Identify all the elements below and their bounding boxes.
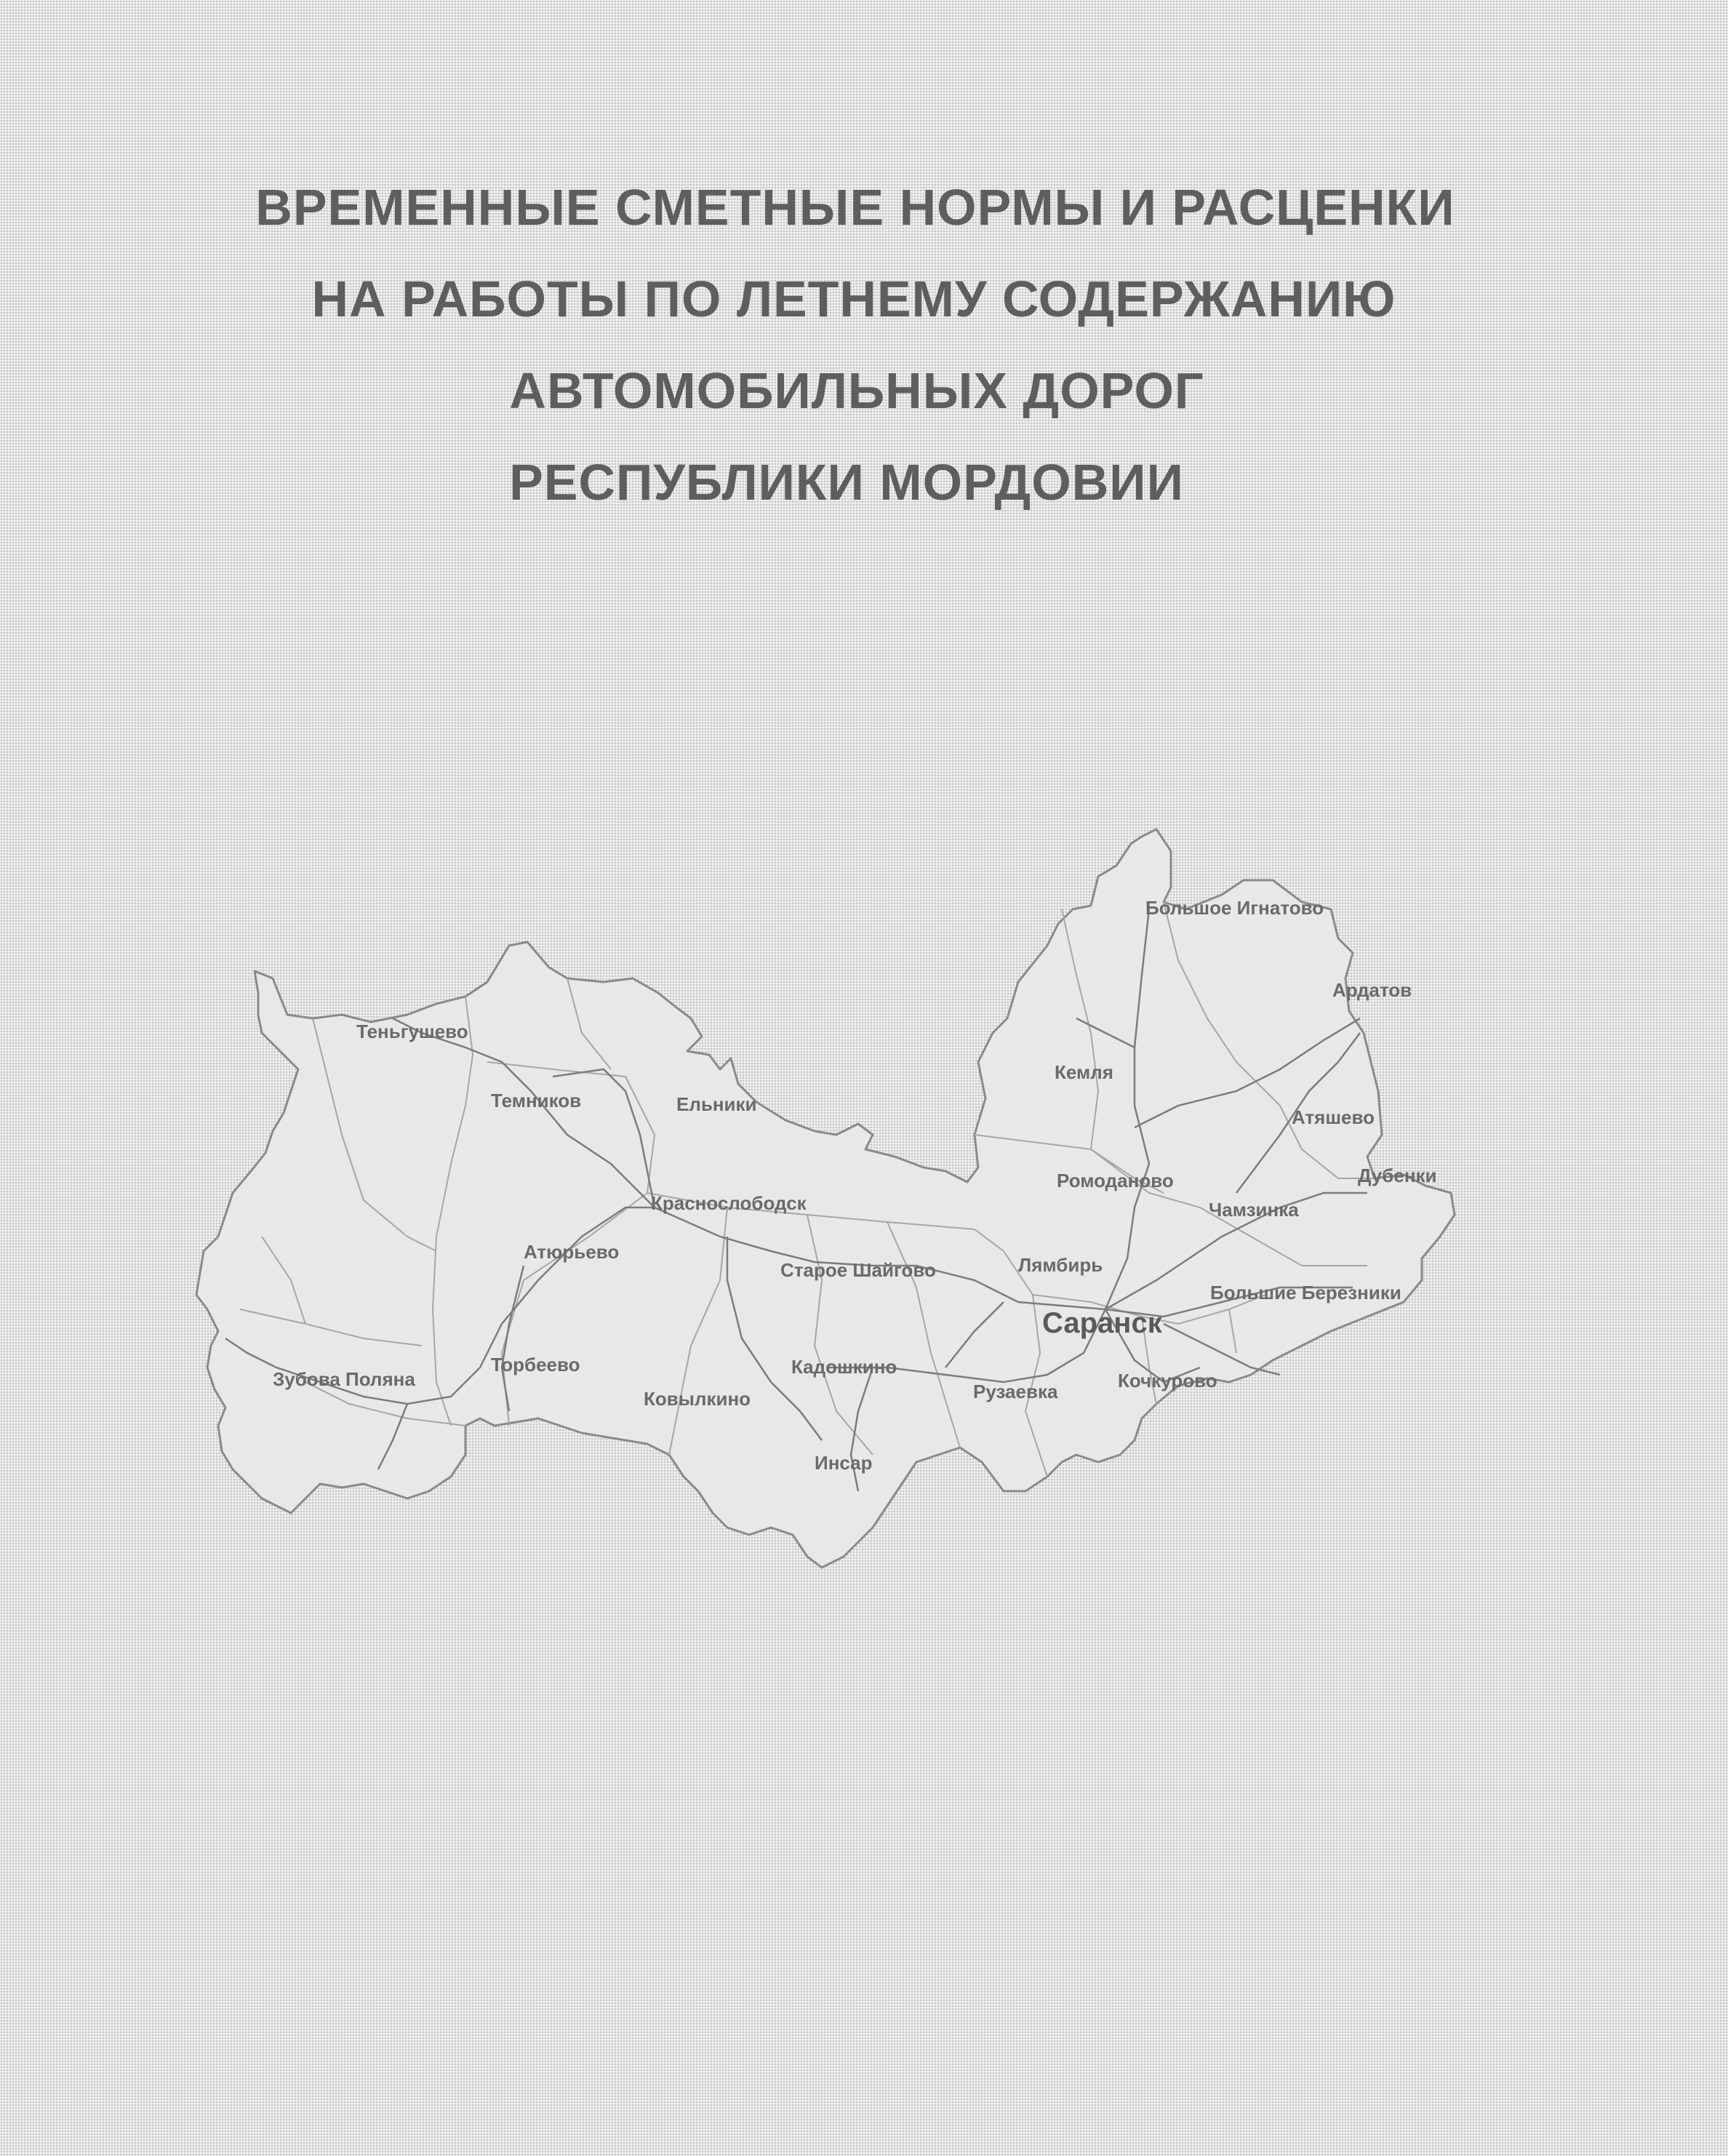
town-label-bolshoe-ignatovo: Большое Игнатово (1145, 897, 1324, 919)
town-label-staroe-shaygovo: Старое Шайгово (780, 1259, 936, 1281)
town-label-zubova-polyana: Зубова Поляна (273, 1368, 415, 1390)
town-label-ruzaevka: Рузаевка (973, 1381, 1058, 1402)
town-label-elniki: Ельники (676, 1093, 757, 1115)
town-label-dubenki: Дубенки (1358, 1165, 1437, 1186)
town-label-kemlya: Кемля (1055, 1061, 1113, 1083)
town-label-kadoshkino: Кадошкино (791, 1356, 897, 1378)
title-line-2: НА РАБОТЫ ПО ЛЕТНЕМУ СОДЕРЖАНИЮ (311, 271, 1396, 327)
town-label-kochkurovo: Кочкурово (1118, 1370, 1217, 1392)
town-label-temnikov: Темников (491, 1090, 582, 1111)
title-line-3: АВТОМОБИЛЬНЫХ ДОРОГ (509, 362, 1204, 419)
town-label-atyurevo: Атюрьево (524, 1241, 620, 1263)
title-line-4: РЕСПУБЛИКИ МОРДОВИИ (509, 454, 1184, 511)
town-label-tengushevo: Теньгушево (356, 1021, 468, 1042)
town-label-ardatov: Ардатов (1332, 979, 1412, 1001)
town-label-chamzinka: Чамзинка (1209, 1199, 1299, 1221)
town-label-atyashevo: Атяшево (1292, 1106, 1375, 1128)
town-label-torbeevo: Торбеево (491, 1354, 580, 1376)
town-label-lyambir: Лямбирь (1018, 1254, 1103, 1276)
town-label-saransk: Саранск (1042, 1307, 1162, 1339)
town-label-krasnoslobodsk: Краснослободск (651, 1192, 807, 1214)
town-label-bolshie-berezniki: Большие Березники (1210, 1282, 1401, 1303)
town-label-insar: Инсар (815, 1452, 873, 1474)
title-line-1: ВРЕМЕННЫЕ СМЕТНЫЕ НОРМЫ И РАСЦЕНКИ (255, 179, 1455, 236)
town-label-romodanovo: Ромоданово (1057, 1170, 1174, 1191)
town-label-kovylkino: Ковылкино (644, 1388, 751, 1410)
